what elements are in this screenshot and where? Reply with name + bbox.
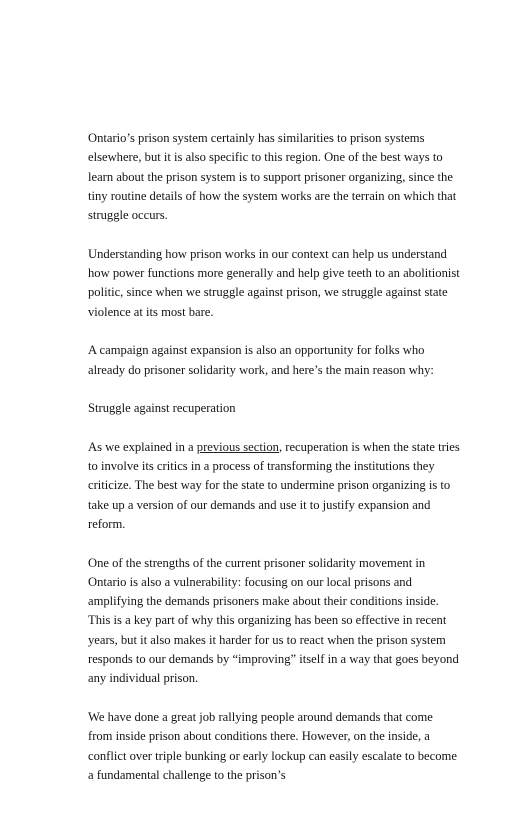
section-heading: Struggle against recuperation: [88, 401, 236, 416]
paragraph-strengths: One of the strengths of the current prisoner solidarity movement in Ontario is also a vulnerability: focusing on our local prisons and amplifying the demands prisoners make about their conditions inside. This is a key part of why this organizing has been so effective in recent years, but it also makes it harder for us to react when the prison system responds to our demands by “improving” itself in a way that goes beyond any individual prison.: [88, 555, 459, 686]
paragraph-recuperation-lead: As we explained in a: [88, 439, 197, 454]
paragraph-demands: We have done a great job rallying people around demands that come from inside prison about conditions there. However, on the inside, a conflict over triple bunking or early lockup can easily escalate to become a fundamental challenge to the prison’s: [88, 709, 457, 782]
paragraph-intro: Ontario’s prison system certainly has similarities to prison systems elsewhere, but it is also specific to this region. One of the best ways to learn about the prison system is to support prisoner organizing, since the tiny routine details of how the system works are the terrain on which that struggle occurs.: [88, 131, 457, 223]
previous-section-link[interactable]: previous section: [196, 439, 279, 454]
paragraph-context: Understanding how prison works in our context can help us understand how power functions more generally and help give teeth to an abolitionist politic, since when we struggle against prison, we struggle against state violence at its most bare.: [88, 246, 460, 319]
paragraph-recuperation-rest: , recuperation is when the state tries to involve its critics in a process of transforming the institutions they criticize. The best way for the state to undermine prison organizing is to take up a version of our demands and use it to justify expansion and reform.: [88, 439, 460, 531]
document-body: [88, 129, 460, 804]
paragraph-recuperation: [88, 438, 460, 534]
paragraph-campaign: A campaign against expansion is also an opportunity for folks who already do prisoner solidarity work, and here’s the main reason why:: [88, 343, 434, 377]
